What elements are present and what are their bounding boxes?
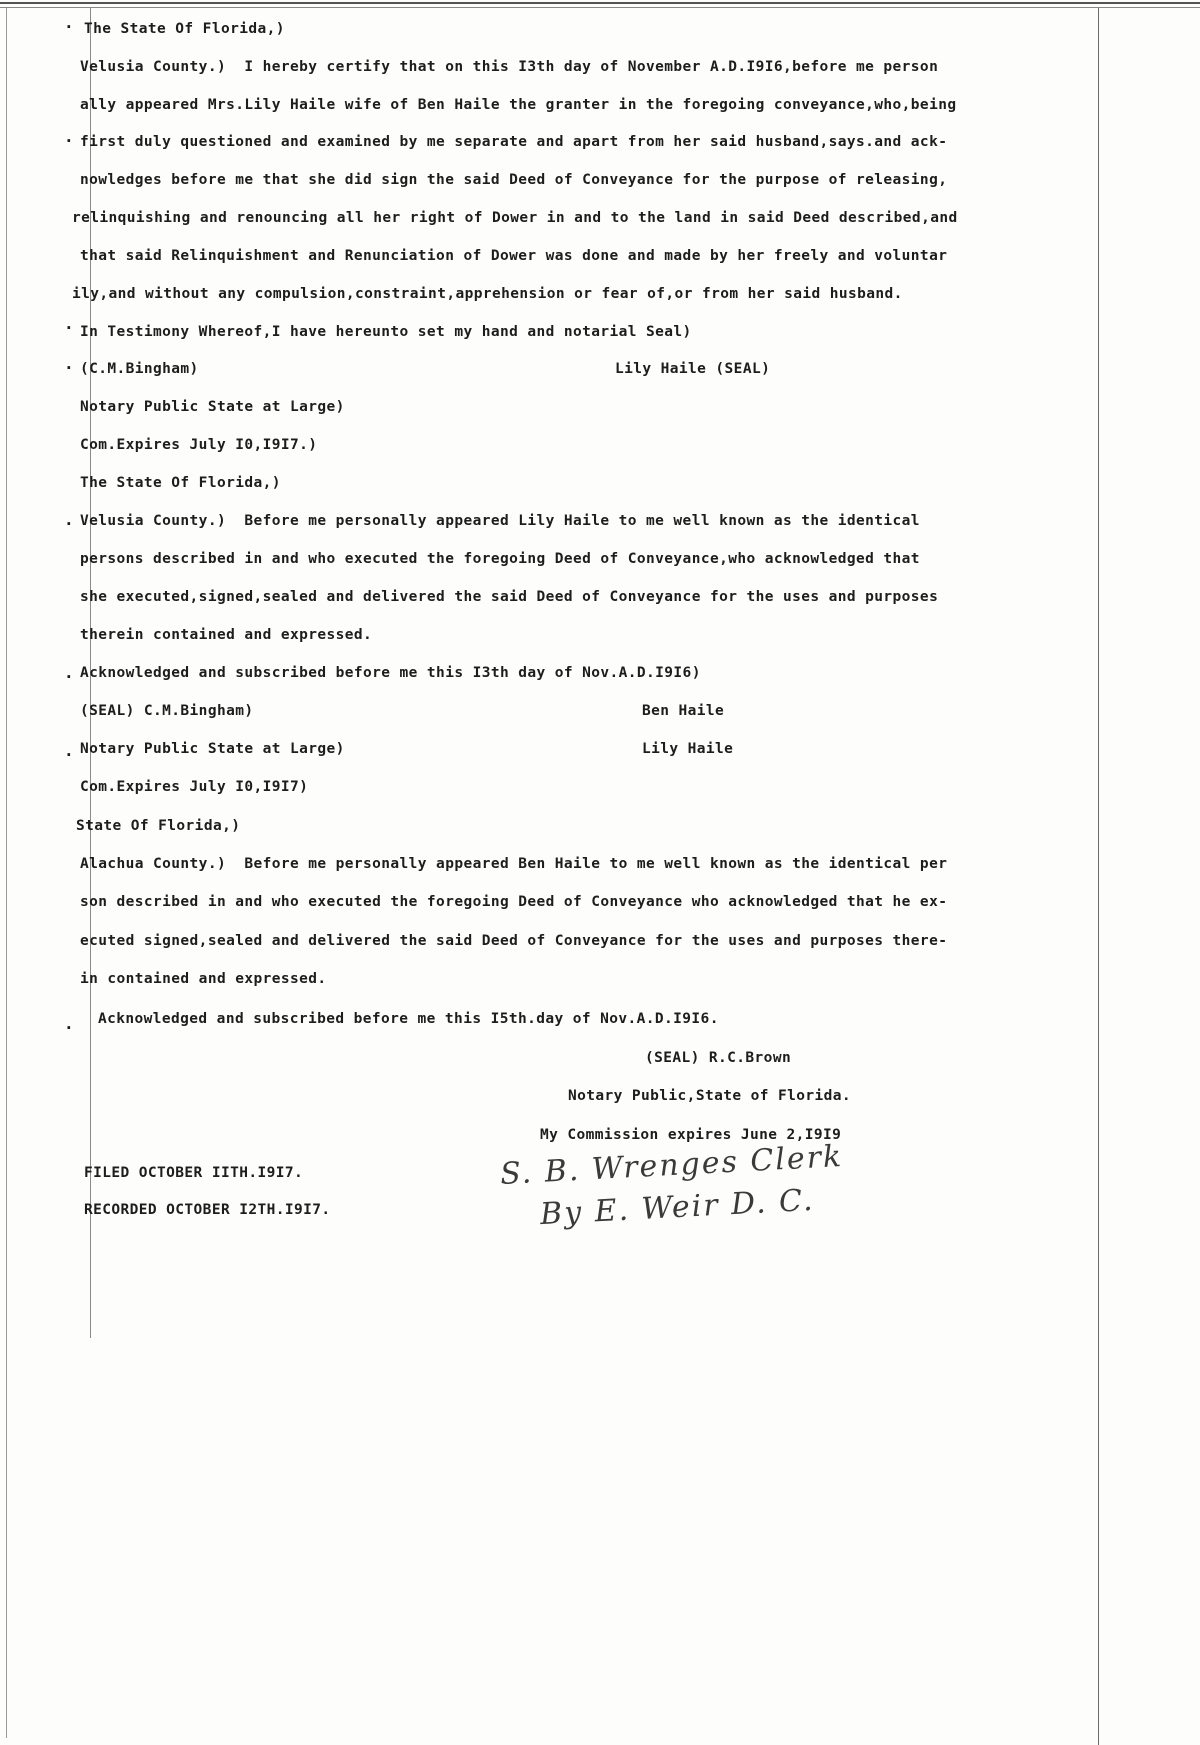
right-margin-rule: [1098, 8, 1099, 1745]
notary-name: (C.M.Bingham): [80, 361, 199, 377]
notary-title: Notary Public State at Large): [80, 741, 345, 757]
grantor-signature: Lily Haile: [642, 741, 734, 757]
margin-dot: .: [64, 127, 74, 146]
clerk-signature: S. B. Wrenges Clerk: [499, 1139, 844, 1192]
body-line: son described in and who executed the foregoing Deed of Conveyance who acknowledged that he ex-: [80, 894, 948, 910]
notary-name: (SEAL) C.M.Bingham): [80, 703, 254, 719]
heading-state: State Of Florida,): [76, 818, 241, 834]
margin-dot: .: [64, 663, 74, 682]
heading-state: The State Of Florida,): [80, 475, 281, 491]
body-line: persons described in and who executed the foregoing Deed of Conveyance,who acknowledged that: [80, 551, 920, 567]
body-line: that said Relinquishment and Renunciation of Dower was done and made by her freely and voluntar: [80, 248, 948, 264]
body-line: Velusia County.) Before me personally appeared Lily Haile to me well known as the identical: [80, 513, 920, 529]
grantor-signature: Lily Haile (SEAL): [615, 361, 771, 377]
filed-date: FILED OCTOBER IITH.I9I7.: [84, 1165, 304, 1181]
body-line: Velusia County.) I hereby certify that on this I3th day of November A.D.I9I6,before me person: [80, 59, 939, 75]
body-line: in contained and expressed.: [80, 971, 327, 987]
recorded-date: RECORDED OCTOBER I2TH.I9I7.: [84, 1202, 331, 1218]
left-edge-rule: [6, 8, 7, 1738]
body-line: Alachua County.) Before me personally appeared Ben Haile to me well known as the identical per: [80, 856, 948, 872]
margin-dot: .: [64, 354, 74, 373]
body-line: therein contained and expressed.: [80, 627, 373, 643]
commission-expiry: My Commission expires June 2,I9I9: [540, 1127, 842, 1143]
acknowledgment-line: Acknowledged and subscribed before me this I3th day of Nov.A.D.I9I6): [80, 665, 701, 681]
top-border-rule: [0, 2, 1200, 4]
body-line: she executed,signed,sealed and delivered the said Deed of Conveyance for the uses and purposes: [80, 589, 939, 605]
body-line: relinquishing and renouncing all her right of Dower in and to the land in said Deed described,and: [72, 210, 958, 226]
grantor-signature: Ben Haile: [642, 703, 725, 719]
testimony-line: In Testimony Whereof,I have hereunto set my hand and notarial Seal): [80, 324, 692, 340]
body-line: ily,and without any compulsion,constraint,apprehension or fear of,or from her said husband.: [72, 286, 903, 302]
top-border-rule-inner: [0, 7, 1200, 8]
notary-title: Notary Public State at Large): [80, 399, 345, 415]
heading-state: The State Of Florida,): [84, 21, 285, 37]
body-line: first duly questioned and examined by me separate and apart from her said husband,says.and ack-: [80, 134, 948, 150]
margin-dot: ·: [64, 17, 74, 36]
body-line: nowledges before me that she did sign the said Deed of Conveyance for the purpose of releasing,: [80, 172, 948, 188]
body-line: ecuted signed,sealed and delivered the said Deed of Conveyance for the uses and purposes there-: [80, 933, 948, 949]
deputy-signature: By E. Weir D. C.: [539, 1182, 816, 1233]
acknowledgment-line: Acknowledged and subscribed before me this I5th.day of Nov.A.D.I9I6.: [98, 1011, 719, 1027]
margin-dot: .: [64, 510, 74, 529]
margin-dot: .: [64, 1014, 74, 1033]
notary-name: (SEAL) R.C.Brown: [645, 1050, 792, 1066]
margin-dot: .: [64, 741, 74, 760]
margin-dot: .: [64, 314, 74, 333]
notary-title: Notary Public,State of Florida.: [568, 1088, 852, 1104]
commission-expiry: Com.Expires July I0,I9I7.): [80, 437, 318, 453]
body-line: ally appeared Mrs.Lily Haile wife of Ben Haile the granter in the foregoing conveyance,who,being: [80, 97, 957, 113]
commission-expiry: Com.Expires July I0,I9I7): [80, 779, 309, 795]
